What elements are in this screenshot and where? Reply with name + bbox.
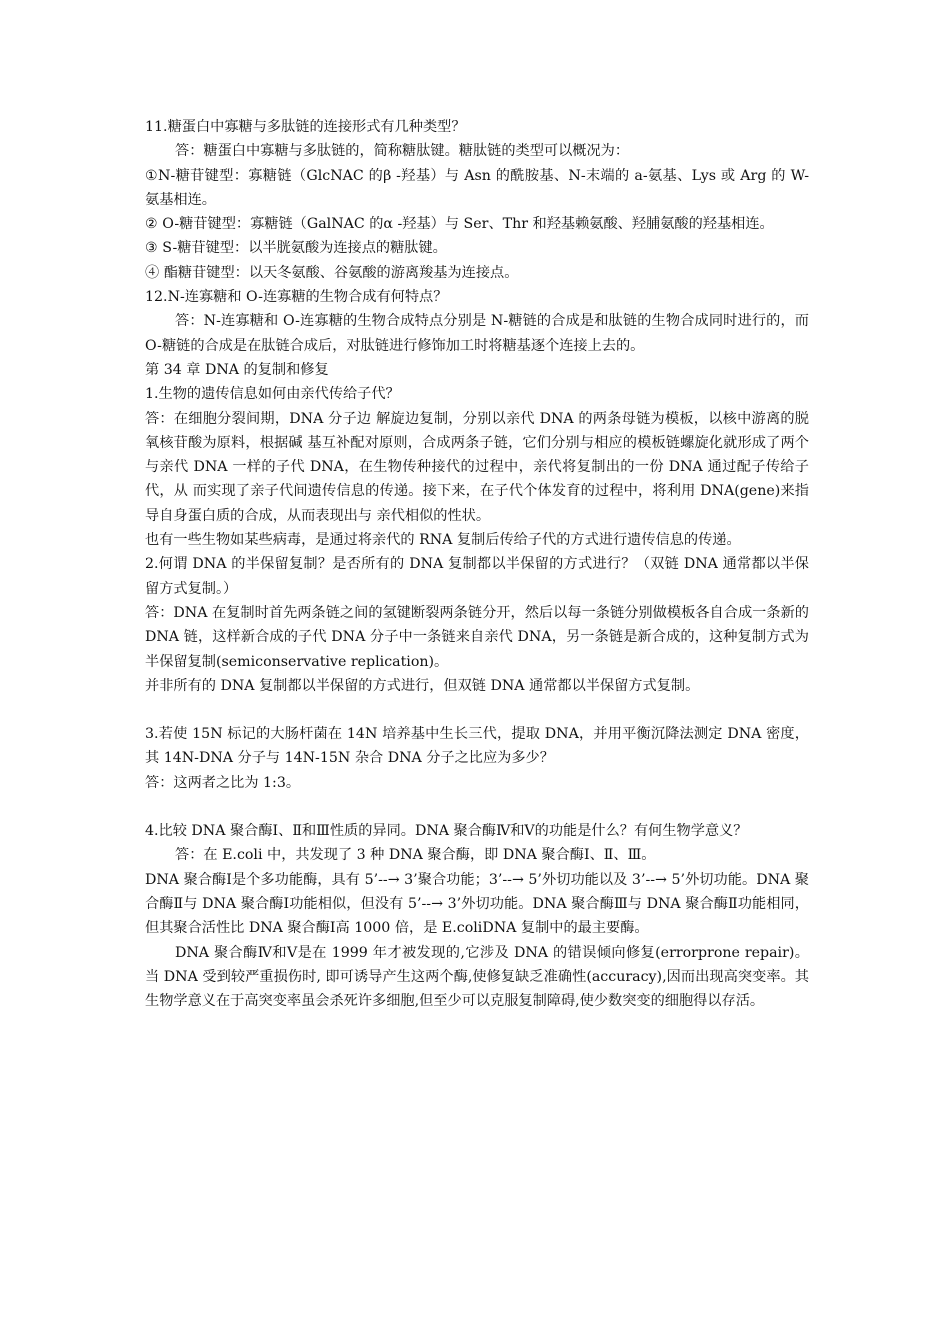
answer-4-intro: 答：在 E.coli 中，共发现了 3 种 DNA 聚合酶，即 DNA 聚合酶Ⅰ、Ⅱ、Ⅲ。 [175,847,656,864]
paragraph-gap [145,795,809,819]
question-4: 4.比较 DNA 聚合酶Ⅰ、Ⅱ和Ⅲ性质的异同。DNA 聚合酶Ⅳ和Ⅴ的功能是什么？有何生物学意义？ [145,823,748,840]
paragraph-gap [145,698,809,722]
answer-12: 答：N-连寡糖和 O-连寡糖的生物合成特点分别是 N-糖链的合成是和肽链的生物合成同时进行的，而 O-糖链的合成是在肽链合成后，对肽链进行修饰加工时将糖基逐个连接上去的。 [145,313,809,354]
chapter-heading: 第 34 章 DNA 的复制和修复 [145,361,329,378]
answer-3: 答：这两者之比为 1:3。 [145,774,301,791]
question-3: 3.若使 15N 标记的大肠杆菌在 14N 培养基中生长三代，提取 DNA，并用平衡沉降法测定 DNA 密度，其 14N-DNA 分子与 14N-15N 杂合 DNA 分子之比应为多少？ [145,726,809,767]
answer-1-note: 也有一些生物如某些病毒，是通过将亲代的 RNA 复制后传给子代的方式进行遗传信息的传递。 [145,532,741,549]
question-12: 12.N-连寡糖和 O-连寡糖的生物合成有何特点？ [145,289,448,306]
question-11: 11.糖蛋白中寡糖与多肽链的连接形式有几种类型？ [145,119,466,135]
answer-2-note: 并非所有的 DNA 复制都以半保留的方式进行，但双链 DNA 通常都以半保留方式复制。 [145,677,700,694]
answer-2: 答：DNA 在复制时首先两条链之间的氢键断裂两条链分开，然后以每一条链分别做模板各自合成一条新的 DNA 链，这样新合成的子代 DNA 分子中一条链来自亲代 DNA，另一条链是新合成的，这种复制方式为半保留复制(semiconservative replication)。 [145,604,809,670]
answer-11-intro: 答：糖蛋白中寡糖与多肽链的，简称糖肽键。糖肽链的类型可以概况为： [175,143,630,160]
answer-11-item-3: ③ S-糖苷键型：以半胱氨酸为连接点的糖肽键。 [145,240,447,257]
answer-11-item-2: ② O-糖苷键型：寡糖链（GalNAC 的α -羟基）与 Ser、Thr 和羟基赖氨酸、羟脯氨酸的羟基相连。 [145,216,774,233]
document-body [145,115,809,1013]
question-1: 1.生物的遗传信息如何由亲代传给子代？ [145,386,400,403]
answer-1: 答：在细胞分裂间期，DNA 分子边 解旋边复制，分别以亲代 DNA 的两条母链为模板，以核中游离的脱氧核苷酸为原料，根据碱 基互补配对原则，合成两条子链，它们分别与相应的模板链螺旋化就形成了两个与亲代 DNA 一样的子代 DNA，在生物传种接代的过程中，亲代将复制出的一份 DNA 通过配子传给子代，从 而实现了亲子代间遗传信息的传递。接下来，在子代个体发育的过程中，将利用 DNA(gene)来指导自身蛋白质的合成，从而表现出与 亲代相似的性状。 [145,410,809,524]
answer-4-significance: DNA 聚合酶Ⅳ和Ⅴ是在 1999 年才被发现的,它涉及 DNA 的错误倾向修复(errorprone repair)。当 DNA 受到较严重损伤时, 即可诱导产生这两个酶,使修复缺乏准确性(accuracy),因而出现高突变率。其生物学意义在于高突变率虽会杀死许多细胞,但至少可以克服复制障碍,使少数突变的细胞得以存活。 [145,944,809,1010]
answer-11-item-1: ①N-糖苷键型：寡糖链（GlcNAC 的β -羟基）与 Asn 的酰胺基、N-末端的 a-氨基、Lys 或 Arg 的 W-氨基相连。 [145,167,809,208]
answer-4-body: DNA 聚合酶Ⅰ是个多功能酶，具有 5’--→ 3’聚合功能；3’--→ 5’外切功能以及 3’--→ 5’外切功能。DNA 聚合酶Ⅱ与 DNA 聚合酶Ⅰ功能相似，但没有 5’--→ 3’外切功能。DNA 聚合酶Ⅲ与 DNA 聚合酶Ⅱ功能相同，但其聚合活性比 DNA 聚合酶Ⅰ高 1000 倍，是 E.coliDNA 复制中的最主要酶。 [145,871,809,937]
question-2: 2.何谓 DNA 的半保留复制？是否所有的 DNA 复制都以半保留的方式进行？（双链 DNA 通常都以半保留方式复制。） [145,556,809,597]
answer-11-item-4: ④ 酯糖苷键型：以天冬氨酸、谷氨酸的游离羧基为连接点。 [145,264,519,281]
